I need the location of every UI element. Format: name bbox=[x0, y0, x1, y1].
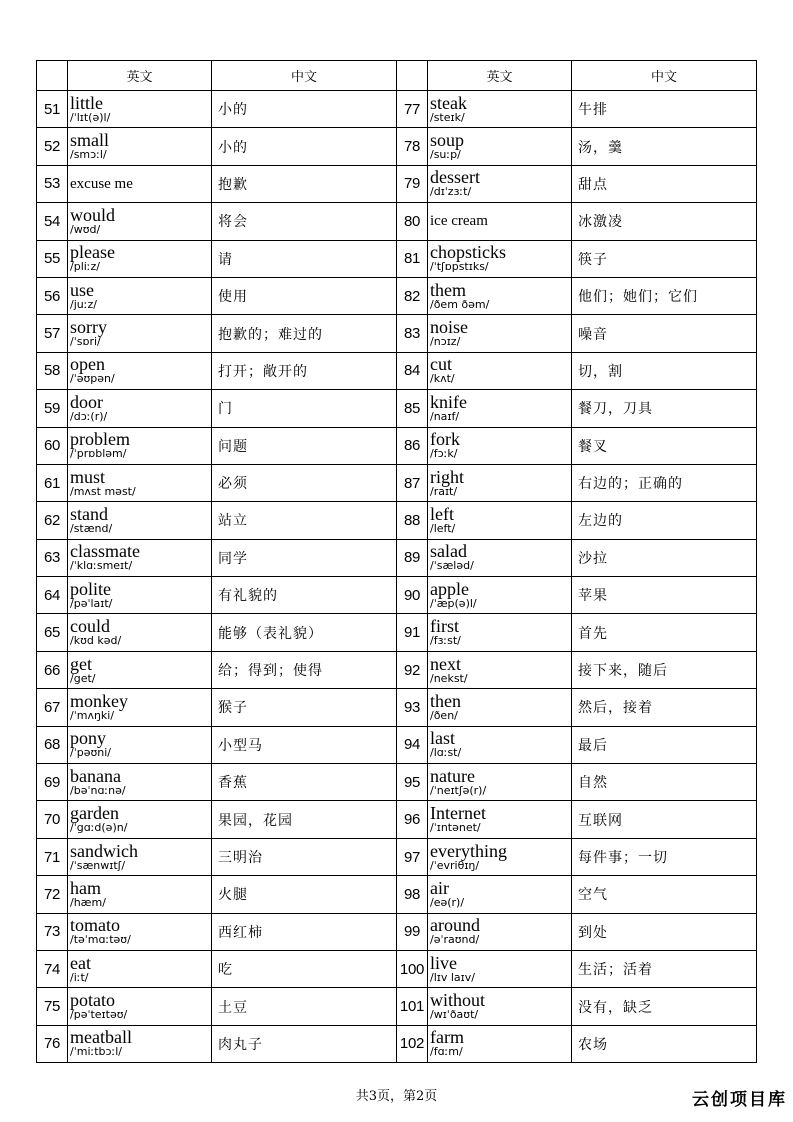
chinese-meaning: 请 bbox=[212, 240, 397, 277]
english-word: little bbox=[70, 92, 103, 113]
english-cell bbox=[68, 427, 212, 464]
entry-number: 95 bbox=[397, 764, 428, 801]
english-word: use bbox=[70, 279, 94, 300]
chinese-meaning: 火腿 bbox=[212, 876, 397, 913]
english-cell bbox=[428, 352, 572, 389]
entry-number: 68 bbox=[37, 726, 68, 763]
english-word: noise bbox=[430, 317, 468, 338]
chinese-meaning: 果园，花园 bbox=[212, 801, 397, 838]
english-word: pony bbox=[70, 728, 106, 749]
chinese-meaning: 切，割 bbox=[572, 352, 757, 389]
phonetic-transcription: /nɔɪz/ bbox=[430, 335, 461, 349]
entry-number: 64 bbox=[37, 577, 68, 614]
english-cell bbox=[68, 876, 212, 913]
english-word: meatball bbox=[70, 1027, 132, 1048]
phonetic-transcription: /ˈæp(ə)l/ bbox=[430, 596, 477, 610]
phonetic-transcription: /ˈɪntənet/ bbox=[430, 821, 481, 835]
header-cell-chinese-left: 中文 bbox=[212, 61, 397, 91]
chinese-meaning: 将会 bbox=[212, 203, 397, 240]
chinese-meaning: 首先 bbox=[572, 614, 757, 651]
entry-number: 77 bbox=[397, 91, 428, 128]
english-cell bbox=[68, 91, 212, 128]
table-row bbox=[37, 390, 757, 427]
chinese-meaning: 抱歉 bbox=[212, 165, 397, 202]
english-cell bbox=[68, 764, 212, 801]
phonetic-transcription: /ˈevriθɪŋ/ bbox=[430, 858, 480, 872]
entry-number: 65 bbox=[37, 614, 68, 651]
table-row bbox=[37, 689, 757, 726]
chinese-meaning: 抱歉的；难过的 bbox=[212, 315, 397, 352]
table-row bbox=[37, 614, 757, 651]
english-cell bbox=[428, 950, 572, 987]
chinese-meaning: 然后，接着 bbox=[572, 689, 757, 726]
entry-number: 76 bbox=[37, 1025, 68, 1062]
english-cell bbox=[68, 801, 212, 838]
english-word: cut bbox=[430, 354, 452, 375]
english-cell bbox=[68, 203, 212, 240]
english-word: polite bbox=[70, 578, 111, 599]
english-cell bbox=[428, 988, 572, 1025]
phonetic-transcription: /juːz/ bbox=[70, 297, 97, 311]
table-row bbox=[37, 838, 757, 875]
english-cell bbox=[428, 651, 572, 688]
entry-number: 82 bbox=[397, 277, 428, 314]
table-row bbox=[37, 165, 757, 202]
table-row bbox=[37, 464, 757, 501]
header-cell-english-right: 英文 bbox=[428, 61, 572, 91]
entry-number: 91 bbox=[397, 614, 428, 651]
english-word: ice cream bbox=[430, 213, 488, 230]
entry-number: 55 bbox=[37, 240, 68, 277]
entry-number: 100 bbox=[397, 950, 428, 987]
phonetic-transcription: /raɪt/ bbox=[430, 484, 458, 498]
table-row bbox=[37, 203, 757, 240]
entry-number: 86 bbox=[397, 427, 428, 464]
chinese-meaning: 门 bbox=[212, 390, 397, 427]
phonetic-transcription: /pəˈlaɪt/ bbox=[70, 596, 113, 610]
english-word: chopsticks bbox=[430, 242, 506, 263]
chinese-meaning: 农场 bbox=[572, 1025, 757, 1062]
english-word: live bbox=[430, 952, 457, 973]
table-row bbox=[37, 277, 757, 314]
english-cell bbox=[428, 764, 572, 801]
table-row bbox=[37, 988, 757, 1025]
chinese-meaning: 他们；她们；它们 bbox=[572, 277, 757, 314]
phonetic-transcription: /wɪˈðaʊt/ bbox=[430, 1008, 479, 1022]
chinese-meaning: 打开；敞开的 bbox=[212, 352, 397, 389]
english-cell bbox=[68, 651, 212, 688]
entry-number: 97 bbox=[397, 838, 428, 875]
entry-number: 73 bbox=[37, 913, 68, 950]
english-word: nature bbox=[430, 765, 475, 786]
english-cell bbox=[428, 203, 572, 240]
chinese-meaning: 苹果 bbox=[572, 577, 757, 614]
chinese-meaning: 互联网 bbox=[572, 801, 757, 838]
table-row bbox=[37, 352, 757, 389]
phonetic-transcription: /ˈneɪtʃə(r)/ bbox=[430, 783, 487, 797]
english-cell bbox=[428, 726, 572, 763]
phonetic-transcription: /ˈtʃɒpstɪks/ bbox=[430, 260, 489, 274]
english-word: sandwich bbox=[70, 840, 138, 861]
english-cell bbox=[428, 838, 572, 875]
english-word: could bbox=[70, 616, 110, 637]
english-word: salad bbox=[430, 541, 467, 562]
entry-number: 72 bbox=[37, 876, 68, 913]
entry-number: 56 bbox=[37, 277, 68, 314]
table-row bbox=[37, 91, 757, 128]
table-header-row bbox=[37, 61, 757, 91]
english-cell bbox=[428, 315, 572, 352]
entry-number: 67 bbox=[37, 689, 68, 726]
header-cell-number-right bbox=[397, 61, 428, 91]
chinese-meaning: 汤，羹 bbox=[572, 128, 757, 165]
table-row bbox=[37, 128, 757, 165]
phonetic-transcription: /lɑːst/ bbox=[430, 746, 462, 760]
vocabulary-table bbox=[36, 60, 757, 1063]
english-word: tomato bbox=[70, 915, 120, 936]
english-cell bbox=[428, 464, 572, 501]
chinese-meaning: 西红柿 bbox=[212, 913, 397, 950]
chinese-meaning: 猴子 bbox=[212, 689, 397, 726]
entry-number: 88 bbox=[397, 502, 428, 539]
entry-number: 78 bbox=[397, 128, 428, 165]
chinese-meaning: 牛排 bbox=[572, 91, 757, 128]
header-cell-number-left bbox=[37, 61, 68, 91]
phonetic-transcription: /pliːz/ bbox=[70, 260, 100, 274]
entry-number: 70 bbox=[37, 801, 68, 838]
chinese-meaning: 给；得到；使得 bbox=[212, 651, 397, 688]
english-cell bbox=[428, 876, 572, 913]
entry-number: 63 bbox=[37, 539, 68, 576]
english-cell bbox=[428, 91, 572, 128]
table-row bbox=[37, 801, 757, 838]
header-cell-english-left: 英文 bbox=[68, 61, 212, 91]
english-word: dessert bbox=[430, 167, 480, 188]
entry-number: 83 bbox=[397, 315, 428, 352]
chinese-meaning: 左边的 bbox=[572, 502, 757, 539]
phonetic-transcription: /nekst/ bbox=[430, 671, 468, 685]
english-cell bbox=[68, 614, 212, 651]
phonetic-transcription: /fɔːk/ bbox=[430, 447, 458, 461]
chinese-meaning: 香蕉 bbox=[212, 764, 397, 801]
phonetic-transcription: /naɪf/ bbox=[430, 409, 460, 423]
chinese-meaning: 吃 bbox=[212, 950, 397, 987]
chinese-meaning: 小的 bbox=[212, 91, 397, 128]
phonetic-transcription: /get/ bbox=[70, 671, 96, 685]
entry-number: 79 bbox=[397, 165, 428, 202]
english-word: potato bbox=[70, 990, 115, 1011]
chinese-meaning: 到处 bbox=[572, 913, 757, 950]
chinese-meaning: 噪音 bbox=[572, 315, 757, 352]
english-word: open bbox=[70, 354, 105, 375]
english-word: would bbox=[70, 204, 115, 225]
english-word: excuse me bbox=[70, 175, 133, 192]
phonetic-transcription: /wʊd/ bbox=[70, 222, 101, 236]
phonetic-transcription: /ðem ðəm/ bbox=[430, 297, 490, 311]
phonetic-transcription: /ðen/ bbox=[430, 708, 458, 722]
english-cell bbox=[428, 390, 572, 427]
chinese-meaning: 有礼貌的 bbox=[212, 577, 397, 614]
table-row bbox=[37, 502, 757, 539]
phonetic-transcription: /pəˈteɪtəʊ/ bbox=[70, 1008, 128, 1022]
table-row bbox=[37, 1025, 757, 1062]
entry-number: 102 bbox=[397, 1025, 428, 1062]
entry-number: 96 bbox=[397, 801, 428, 838]
entry-number: 60 bbox=[37, 427, 68, 464]
entry-number: 59 bbox=[37, 390, 68, 427]
brand-watermark: 云创项目库 bbox=[692, 1090, 787, 1110]
chinese-meaning: 每件事；一切 bbox=[572, 838, 757, 875]
entry-number: 53 bbox=[37, 165, 68, 202]
entry-number: 66 bbox=[37, 651, 68, 688]
table-row bbox=[37, 427, 757, 464]
phonetic-transcription: /ˈmʌŋki/ bbox=[70, 708, 115, 722]
entry-number: 85 bbox=[397, 390, 428, 427]
english-word: farm bbox=[430, 1027, 464, 1048]
entry-number: 101 bbox=[397, 988, 428, 1025]
entry-number: 51 bbox=[37, 91, 68, 128]
entry-number: 93 bbox=[397, 689, 428, 726]
chinese-meaning: 站立 bbox=[212, 502, 397, 539]
english-word: eat bbox=[70, 952, 91, 973]
english-cell bbox=[428, 577, 572, 614]
english-cell bbox=[428, 240, 572, 277]
english-cell bbox=[428, 1025, 572, 1062]
english-cell bbox=[68, 950, 212, 987]
english-cell bbox=[428, 427, 572, 464]
table-row bbox=[37, 539, 757, 576]
english-word: them bbox=[430, 279, 466, 300]
table-row bbox=[37, 726, 757, 763]
english-cell bbox=[428, 165, 572, 202]
english-cell bbox=[428, 539, 572, 576]
entry-number: 54 bbox=[37, 203, 68, 240]
english-word: garden bbox=[70, 803, 119, 824]
english-cell bbox=[68, 464, 212, 501]
english-word: monkey bbox=[70, 690, 128, 711]
phonetic-transcription: /mʌst məst/ bbox=[70, 484, 136, 498]
phonetic-transcription: /ˈəʊpən/ bbox=[70, 372, 115, 386]
entry-number: 94 bbox=[397, 726, 428, 763]
table-row bbox=[37, 950, 757, 987]
phonetic-transcription: /hæm/ bbox=[70, 895, 106, 909]
phonetic-transcription: /əˈraʊnd/ bbox=[430, 933, 480, 947]
english-cell bbox=[68, 128, 212, 165]
phonetic-transcription: /ˈsænwɪtʃ/ bbox=[70, 858, 126, 872]
english-cell bbox=[428, 128, 572, 165]
chinese-meaning: 生活；活着 bbox=[572, 950, 757, 987]
chinese-meaning: 小的 bbox=[212, 128, 397, 165]
phonetic-transcription: /kʌt/ bbox=[430, 372, 455, 386]
entry-number: 69 bbox=[37, 764, 68, 801]
chinese-meaning: 餐叉 bbox=[572, 427, 757, 464]
chinese-meaning: 空气 bbox=[572, 876, 757, 913]
chinese-meaning: 必须 bbox=[212, 464, 397, 501]
english-word: ham bbox=[70, 877, 101, 898]
english-cell bbox=[428, 277, 572, 314]
english-cell bbox=[68, 390, 212, 427]
chinese-meaning: 没有，缺乏 bbox=[572, 988, 757, 1025]
entry-number: 71 bbox=[37, 838, 68, 875]
english-word: sorry bbox=[70, 317, 107, 338]
chinese-meaning: 小型马 bbox=[212, 726, 397, 763]
chinese-meaning: 同学 bbox=[212, 539, 397, 576]
english-cell bbox=[428, 689, 572, 726]
chinese-meaning: 沙拉 bbox=[572, 539, 757, 576]
english-cell bbox=[428, 502, 572, 539]
phonetic-transcription: /iːt/ bbox=[70, 970, 89, 984]
phonetic-transcription: /ˈprɒbləm/ bbox=[70, 447, 127, 461]
chinese-meaning: 土豆 bbox=[212, 988, 397, 1025]
english-cell bbox=[428, 913, 572, 950]
english-cell bbox=[68, 277, 212, 314]
table-row bbox=[37, 651, 757, 688]
phonetic-transcription: /eə(r)/ bbox=[430, 895, 465, 909]
english-word: everything bbox=[430, 840, 507, 861]
entry-number: 89 bbox=[397, 539, 428, 576]
phonetic-transcription: /smɔːl/ bbox=[70, 148, 107, 162]
english-word: steak bbox=[430, 92, 467, 113]
table-row bbox=[37, 315, 757, 352]
phonetic-transcription: /stænd/ bbox=[70, 521, 113, 535]
chinese-meaning: 甜点 bbox=[572, 165, 757, 202]
entry-number: 87 bbox=[397, 464, 428, 501]
phonetic-transcription: /ˈmiːtbɔːl/ bbox=[70, 1045, 123, 1059]
chinese-meaning: 冰激凌 bbox=[572, 203, 757, 240]
english-word: next bbox=[430, 653, 461, 674]
phonetic-transcription: /ˈsɒri/ bbox=[70, 335, 101, 349]
chinese-meaning: 餐刀，刀具 bbox=[572, 390, 757, 427]
phonetic-transcription: /ˈpəʊni/ bbox=[70, 746, 112, 760]
entry-number: 81 bbox=[397, 240, 428, 277]
english-cell bbox=[68, 502, 212, 539]
english-word: problem bbox=[70, 429, 130, 450]
english-word: get bbox=[70, 653, 92, 674]
phonetic-transcription: /fɑːm/ bbox=[430, 1045, 463, 1059]
chinese-meaning: 肉丸子 bbox=[212, 1025, 397, 1062]
english-cell bbox=[68, 726, 212, 763]
entry-number: 74 bbox=[37, 950, 68, 987]
page-number-footer: 共3页，第2页 bbox=[355, 1089, 438, 1104]
english-cell bbox=[68, 539, 212, 576]
english-cell bbox=[68, 1025, 212, 1062]
table-row bbox=[37, 876, 757, 913]
english-cell bbox=[68, 315, 212, 352]
entry-number: 52 bbox=[37, 128, 68, 165]
chinese-meaning: 能够（表礼貌） bbox=[212, 614, 397, 651]
english-word: Internet bbox=[430, 803, 486, 824]
phonetic-transcription: /ˈsæləd/ bbox=[430, 559, 474, 573]
english-word: right bbox=[430, 466, 464, 487]
chinese-meaning: 自然 bbox=[572, 764, 757, 801]
english-word: classmate bbox=[70, 541, 140, 562]
english-word: stand bbox=[70, 503, 108, 524]
english-word: around bbox=[430, 915, 480, 936]
entry-number: 90 bbox=[397, 577, 428, 614]
english-cell bbox=[428, 801, 572, 838]
english-cell bbox=[68, 988, 212, 1025]
english-word: apple bbox=[430, 578, 469, 599]
phonetic-transcription: /lɪv laɪv/ bbox=[430, 970, 475, 984]
phonetic-transcription: /fɜːst/ bbox=[430, 634, 461, 648]
phonetic-transcription: /ˈklɑːsmeɪt/ bbox=[70, 559, 133, 573]
english-word: banana bbox=[70, 765, 121, 786]
chinese-meaning: 筷子 bbox=[572, 240, 757, 277]
phonetic-transcription: /bəˈnɑːnə/ bbox=[70, 783, 126, 797]
english-word: soup bbox=[430, 130, 465, 151]
english-word: small bbox=[70, 130, 109, 151]
english-cell bbox=[68, 577, 212, 614]
english-cell bbox=[428, 614, 572, 651]
phonetic-transcription: /ˈgɑːd(ə)n/ bbox=[70, 821, 128, 835]
phonetic-transcription: /steɪk/ bbox=[430, 110, 465, 124]
english-word: without bbox=[430, 990, 486, 1011]
entry-number: 84 bbox=[397, 352, 428, 389]
english-cell bbox=[68, 240, 212, 277]
phonetic-transcription: /ˈlɪt(ə)l/ bbox=[70, 110, 111, 124]
english-word: left bbox=[430, 503, 454, 524]
english-cell bbox=[68, 689, 212, 726]
english-cell bbox=[68, 838, 212, 875]
english-word: please bbox=[70, 242, 115, 263]
table-row bbox=[37, 577, 757, 614]
phonetic-transcription: /suːp/ bbox=[430, 148, 461, 162]
entry-number: 61 bbox=[37, 464, 68, 501]
phonetic-transcription: /kʊd kəd/ bbox=[70, 634, 122, 648]
entry-number: 99 bbox=[397, 913, 428, 950]
entry-number: 62 bbox=[37, 502, 68, 539]
table-row bbox=[37, 240, 757, 277]
english-word: last bbox=[430, 728, 455, 749]
entry-number: 75 bbox=[37, 988, 68, 1025]
entry-number: 98 bbox=[397, 876, 428, 913]
header-cell-chinese-right: 中文 bbox=[572, 61, 757, 91]
english-cell bbox=[68, 913, 212, 950]
phonetic-transcription: /dɪˈzɜːt/ bbox=[430, 185, 472, 199]
entry-number: 58 bbox=[37, 352, 68, 389]
english-cell bbox=[68, 352, 212, 389]
chinese-meaning: 问题 bbox=[212, 427, 397, 464]
chinese-meaning: 接下来，随后 bbox=[572, 651, 757, 688]
english-word: first bbox=[430, 616, 459, 637]
table-row bbox=[37, 913, 757, 950]
chinese-meaning: 三明治 bbox=[212, 838, 397, 875]
english-word: fork bbox=[430, 429, 460, 450]
chinese-meaning: 使用 bbox=[212, 277, 397, 314]
phonetic-transcription: /left/ bbox=[430, 521, 456, 535]
entry-number: 57 bbox=[37, 315, 68, 352]
table-row bbox=[37, 764, 757, 801]
phonetic-transcription: /dɔː(r)/ bbox=[70, 409, 108, 423]
phonetic-transcription: /təˈmɑːtəʊ/ bbox=[70, 933, 131, 947]
english-cell bbox=[68, 165, 212, 202]
entry-number: 92 bbox=[397, 651, 428, 688]
chinese-meaning: 最后 bbox=[572, 726, 757, 763]
english-word: air bbox=[430, 877, 449, 898]
chinese-meaning: 右边的；正确的 bbox=[572, 464, 757, 501]
english-word: must bbox=[70, 466, 106, 487]
entry-number: 80 bbox=[397, 203, 428, 240]
english-word: knife bbox=[430, 391, 467, 412]
english-word: door bbox=[70, 391, 103, 412]
english-word: then bbox=[430, 690, 461, 711]
